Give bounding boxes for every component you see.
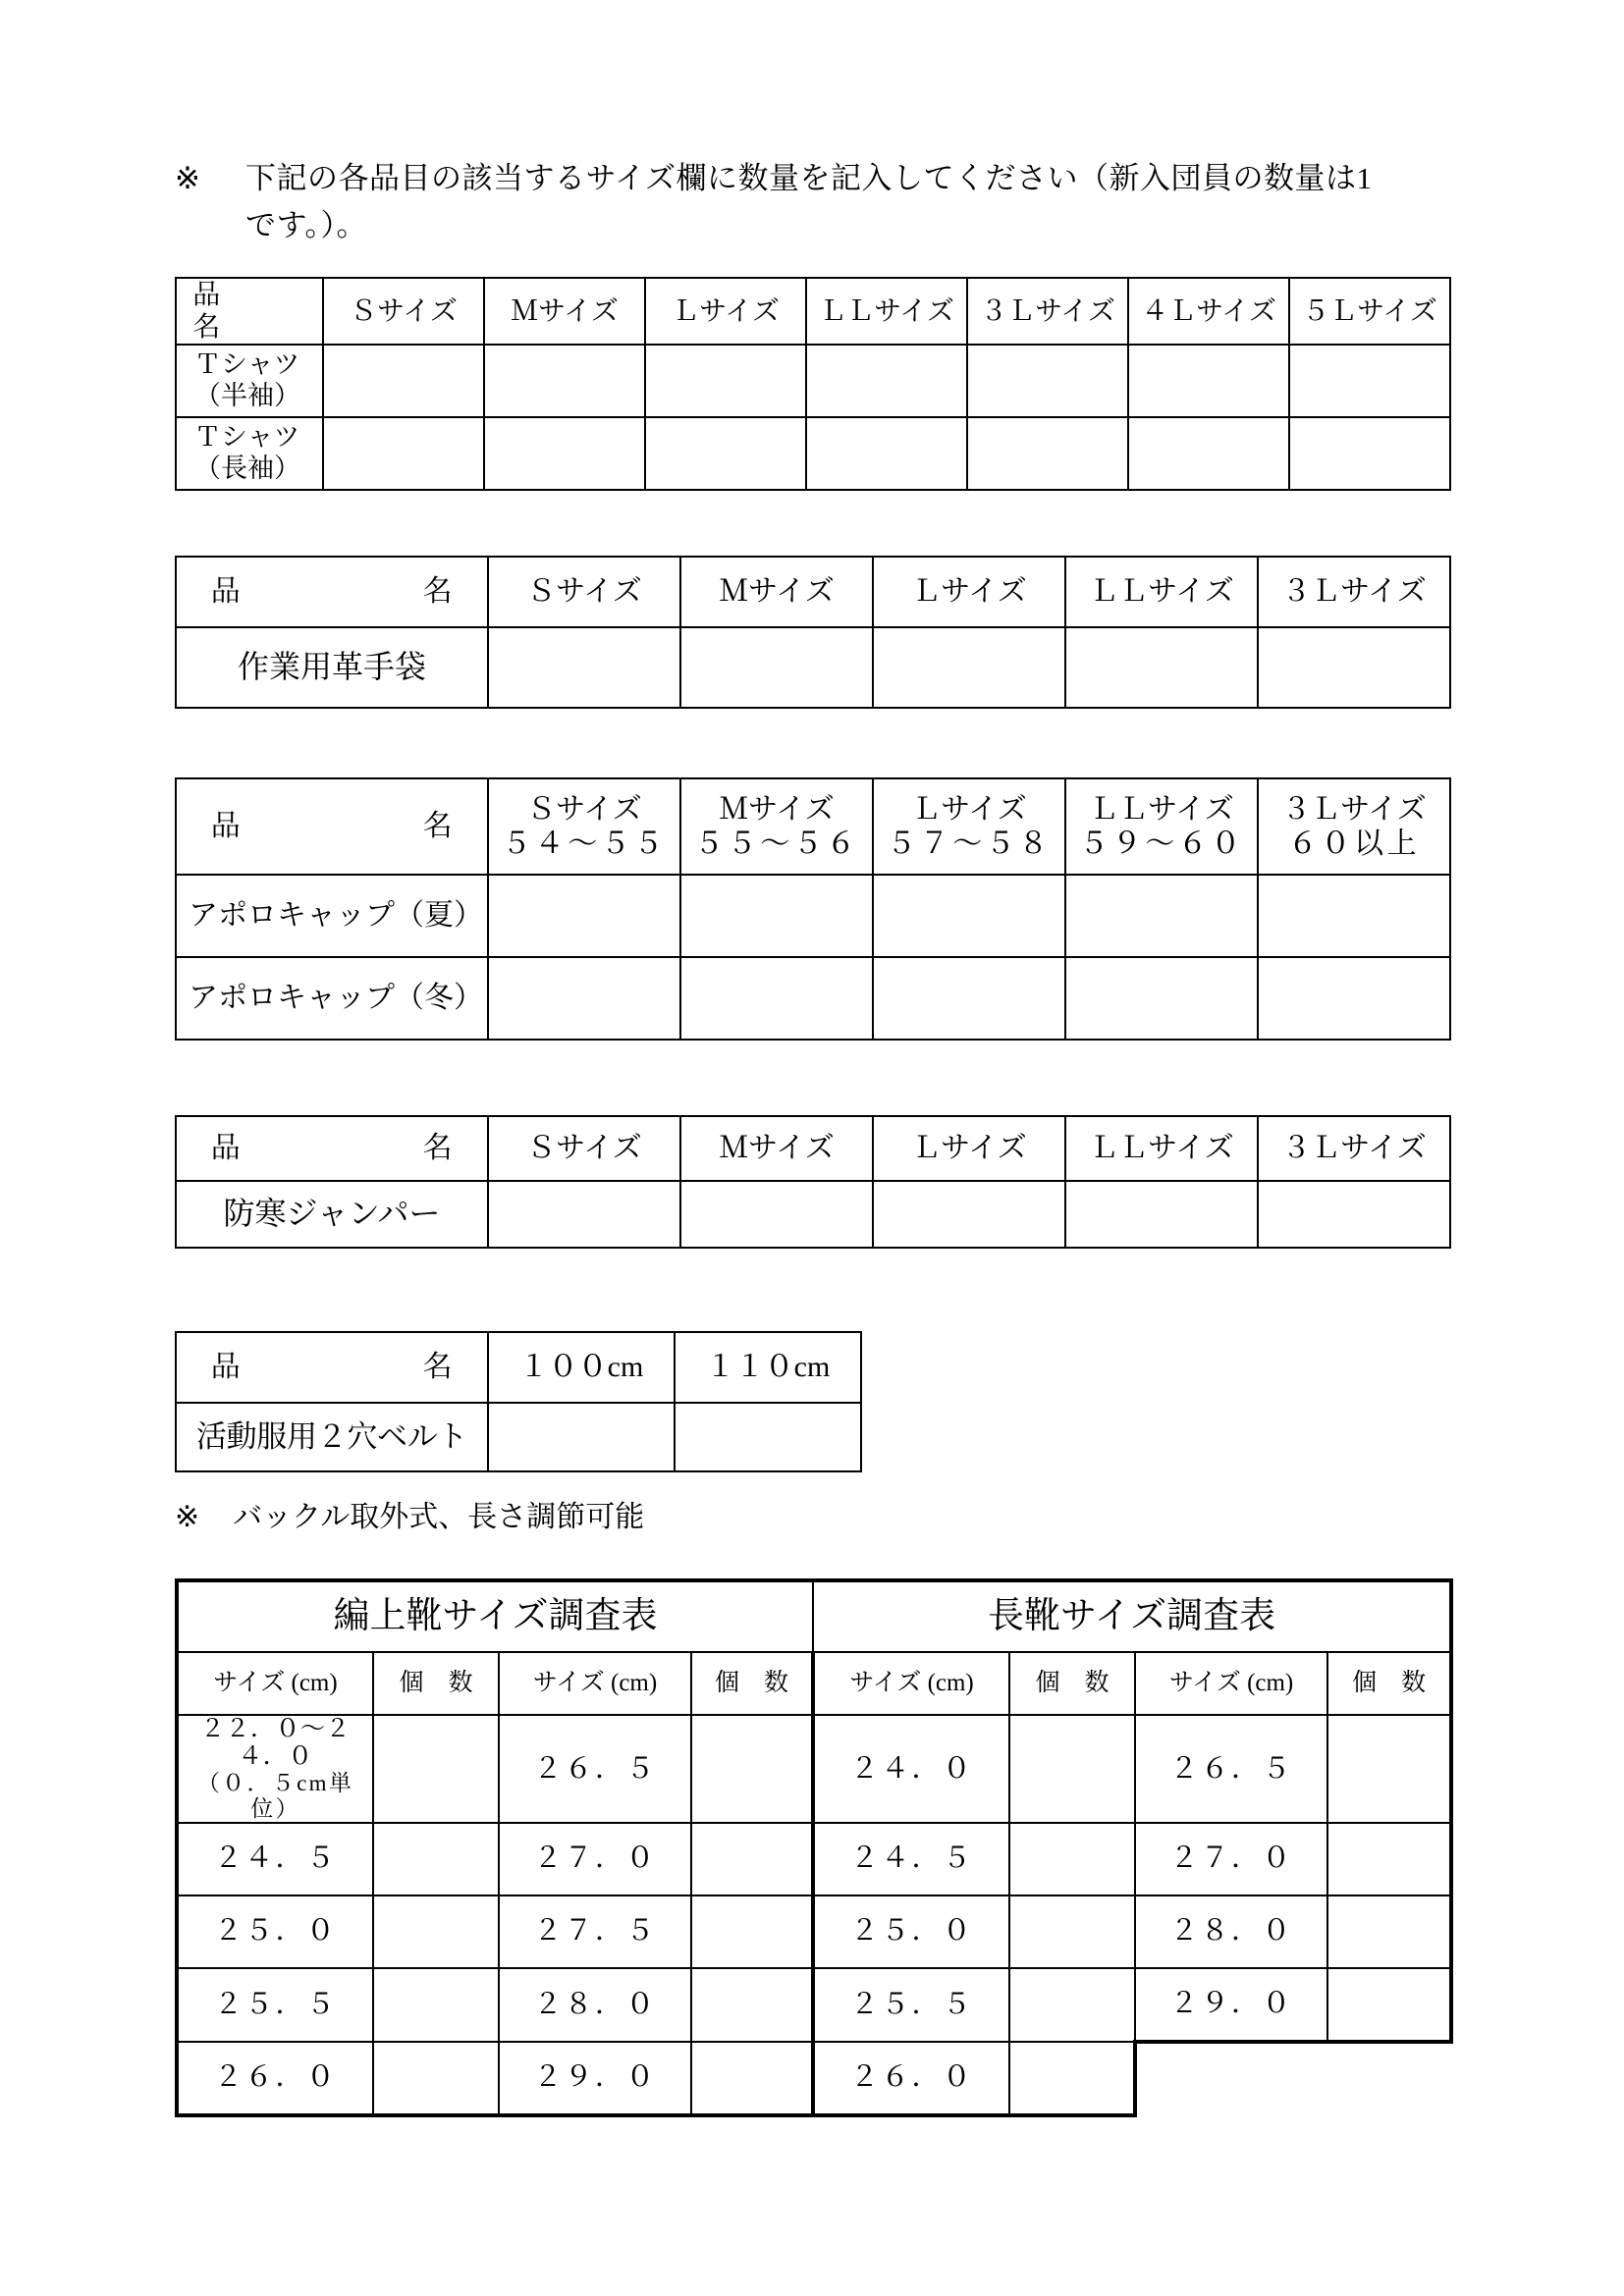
column-header-s: Ｓサイズ	[488, 557, 680, 627]
intro-note-line-2: です。）。	[245, 208, 368, 243]
qty-input-cell[interactable]	[1327, 1968, 1451, 2042]
column-header-3l	[1258, 778, 1450, 875]
table-header-row	[176, 557, 1450, 627]
table-row	[176, 345, 1450, 417]
column-header-3l-label: ３Ｌサイズ	[1281, 792, 1427, 826]
qty-input-cell[interactable]	[373, 1823, 499, 1896]
size-label-lace-a: ２４．５	[177, 1823, 373, 1896]
intro-note-line-1: 下記の各品目の該当するサイズ欄に数量を記入してください（新入団員の数量は1	[245, 161, 1373, 195]
row-label-tshirt-long: Ｔシャツ（長袖）	[176, 417, 323, 490]
qty-input-cell[interactable]	[373, 1715, 499, 1823]
qty-input-cell[interactable]	[373, 1968, 499, 2042]
size-label-boot-a: ２６．０	[813, 2042, 1009, 2115]
column-header-size-2: サイズ (cm)	[499, 1652, 691, 1715]
table-header-row	[176, 1116, 1450, 1181]
column-header-item-name: 品 名	[176, 557, 488, 627]
size-label-lace-b: ２７．０	[499, 1823, 691, 1896]
column-header-s	[488, 778, 680, 875]
qty-input-cell[interactable]	[1065, 875, 1258, 957]
column-header-3l: ３Ｌサイズ	[1258, 557, 1450, 627]
column-header-m-range: ５５〜５６	[694, 828, 859, 860]
column-header-m: Ｍサイズ	[680, 557, 873, 627]
kome-mark-icon: ※	[175, 1501, 200, 1533]
qty-input-cell[interactable]	[1289, 417, 1450, 490]
column-header-s-label: Ｓサイズ	[526, 792, 642, 826]
qty-input-cell[interactable]	[806, 417, 967, 490]
qty-input-cell[interactable]	[1065, 957, 1258, 1040]
qty-input-cell[interactable]	[1258, 875, 1450, 957]
size-label-boot-b: ２９．０	[1135, 1968, 1327, 2042]
column-header-3l: ３Ｌサイズ	[967, 278, 1128, 345]
size-label-boot-b: ２６．５	[1135, 1715, 1327, 1823]
qty-input-cell[interactable]	[675, 1403, 861, 1471]
column-header-l: Ｌサイズ	[873, 557, 1065, 627]
column-header-110cm: １１０cm	[675, 1332, 861, 1403]
table-row	[176, 627, 1450, 708]
column-header-s: Ｓサイズ	[323, 278, 484, 345]
size-label-lace-b: ２６．５	[499, 1715, 691, 1823]
qty-input-cell[interactable]	[680, 875, 873, 957]
empty-spacer-cell	[1135, 2042, 1327, 2115]
table-row	[177, 1896, 1451, 1968]
table-header-row	[176, 778, 1450, 875]
survey-title-row	[177, 1580, 1451, 1652]
column-header-100cm: １００cm	[488, 1332, 675, 1403]
column-header-qty-4: 個 数	[1327, 1652, 1451, 1715]
column-header-qty-1: 個 数	[373, 1652, 499, 1715]
qty-input-cell[interactable]	[691, 1896, 813, 1968]
qty-input-cell[interactable]	[488, 627, 680, 708]
table-row	[176, 957, 1450, 1040]
qty-input-cell[interactable]	[323, 417, 484, 490]
qty-input-cell[interactable]	[691, 1968, 813, 2042]
qty-input-cell[interactable]	[873, 875, 1065, 957]
size-label-boot-b: ２７．０	[1135, 1823, 1327, 1896]
column-header-ll: ＬＬサイズ	[1065, 557, 1258, 627]
qty-input-cell[interactable]	[691, 1823, 813, 1896]
qty-input-cell[interactable]	[488, 1403, 675, 1471]
table-row	[176, 417, 1450, 490]
column-header-5l: ５Ｌサイズ	[1289, 278, 1450, 345]
belt-note-text: バックル取外式、長さ調節可能	[233, 1501, 645, 1533]
qty-input-cell[interactable]	[645, 345, 806, 417]
qty-input-cell[interactable]	[680, 957, 873, 1040]
qty-input-cell[interactable]	[873, 1181, 1065, 1248]
qty-input-cell[interactable]	[967, 417, 1128, 490]
size-label-lace-a: ２５．０	[177, 1896, 373, 1968]
column-header-ll-range: ５９〜６０	[1079, 828, 1244, 860]
row-label-cap-summer: アポロキャップ（夏）	[176, 875, 488, 957]
column-header-4l: ４Ｌサイズ	[1128, 278, 1289, 345]
table-row	[177, 1823, 1451, 1896]
qty-input-cell[interactable]	[323, 345, 484, 417]
qty-input-cell[interactable]	[1289, 345, 1450, 417]
table-row	[176, 1403, 861, 1471]
qty-input-cell[interactable]	[1258, 957, 1450, 1040]
qty-input-cell[interactable]	[645, 417, 806, 490]
table-row	[176, 1181, 1450, 1248]
qty-input-cell[interactable]	[484, 417, 645, 490]
qty-input-cell[interactable]	[1009, 1896, 1135, 1968]
column-header-size-3: サイズ (cm)	[813, 1652, 1009, 1715]
row-label-cap-winter: アポロキャップ（冬）	[176, 957, 488, 1040]
qty-input-cell[interactable]	[488, 1181, 680, 1248]
column-header-s: Ｓサイズ	[488, 1116, 680, 1181]
column-header-m: Ｍサイズ	[680, 1116, 873, 1181]
size-label-boot-b: ２８．０	[1135, 1896, 1327, 1968]
empty-spacer-cell	[1327, 2042, 1451, 2115]
table-header-row	[177, 1652, 1451, 1715]
qty-input-cell[interactable]	[1258, 1181, 1450, 1248]
qty-input-cell[interactable]	[873, 627, 1065, 708]
qty-input-cell[interactable]	[373, 1896, 499, 1968]
column-header-ll: ＬＬサイズ	[806, 278, 967, 345]
qty-input-cell[interactable]	[691, 1715, 813, 1823]
size-label-lace-b: ２９．０	[499, 2042, 691, 2115]
column-header-l: Ｌサイズ	[645, 278, 806, 345]
column-header-m: Ｍサイズ	[484, 278, 645, 345]
column-header-ll-label: ＬＬサイズ	[1089, 792, 1234, 826]
title-rubber-boots: 長靴サイズ調査表	[813, 1580, 1451, 1652]
qty-input-cell[interactable]	[873, 957, 1065, 1040]
belt-note	[175, 1492, 644, 1535]
qty-input-cell[interactable]	[680, 1181, 873, 1248]
column-header-l	[873, 778, 1065, 875]
qty-input-cell[interactable]	[967, 345, 1128, 417]
column-header-size-1: サイズ (cm)	[177, 1652, 373, 1715]
qty-input-cell[interactable]	[488, 957, 680, 1040]
column-header-l-range: ５７〜５８	[887, 828, 1052, 860]
tshirt-size-table	[175, 277, 1451, 491]
table-row	[177, 2042, 1451, 2115]
size-label-lace-a: ２２．０〜２４．０ （０．５cm単位）	[177, 1715, 373, 1823]
qty-input-cell[interactable]	[691, 2042, 813, 2115]
column-header-ll: ＬＬサイズ	[1065, 1116, 1258, 1181]
column-header-qty-3: 個 数	[1009, 1652, 1135, 1715]
column-header-item-name: 品 名	[176, 778, 488, 875]
qty-input-cell[interactable]	[484, 345, 645, 417]
jumper-size-table	[175, 1115, 1451, 1249]
column-header-m-label: Ｍサイズ	[719, 792, 835, 826]
qty-input-cell[interactable]	[1009, 1823, 1135, 1896]
column-header-size-4: サイズ (cm)	[1135, 1652, 1327, 1715]
row-label-duty-belt: 活動服用２穴ベルト	[176, 1403, 488, 1471]
column-header-3l-range: ６０以上	[1287, 828, 1421, 860]
qty-input-cell[interactable]	[1327, 1896, 1451, 1968]
column-header-m	[680, 778, 873, 875]
size-label-boot-a: ２４．５	[813, 1823, 1009, 1896]
row-label-winter-jumper: 防寒ジャンパー	[176, 1181, 488, 1248]
table-header-row	[176, 1332, 861, 1403]
qty-input-cell[interactable]	[1327, 1823, 1451, 1896]
qty-input-cell[interactable]	[1128, 417, 1289, 490]
column-header-item-name: 品 名	[176, 1116, 488, 1181]
size-label-boot-a: ２４．０	[813, 1715, 1009, 1823]
column-header-3l: ３Ｌサイズ	[1258, 1116, 1450, 1181]
footwear-size-survey-table	[175, 1578, 1453, 2117]
qty-input-cell[interactable]	[1065, 627, 1258, 708]
size-label-lace-a: ２５．５	[177, 1968, 373, 2042]
column-header-ll	[1065, 778, 1258, 875]
column-header-item-name: 品 名	[176, 1332, 488, 1403]
row-label-tshirt-short: Ｔシャツ（半袖）	[176, 345, 323, 417]
size-label-boot-a: ２５．５	[813, 1968, 1009, 2042]
qty-input-cell[interactable]	[1009, 2042, 1135, 2115]
table-row	[177, 1968, 1451, 2042]
gloves-size-table	[175, 556, 1451, 709]
qty-input-cell[interactable]	[1327, 1715, 1451, 1823]
qty-input-cell[interactable]	[680, 627, 873, 708]
qty-input-cell[interactable]	[1258, 627, 1450, 708]
belt-size-table	[175, 1331, 862, 1472]
qty-input-cell[interactable]	[1128, 345, 1289, 417]
column-header-item-name: 品 名	[176, 278, 323, 345]
row-label-work-gloves: 作業用革手袋	[176, 627, 488, 708]
intro-note	[175, 155, 1451, 249]
qty-input-cell[interactable]	[1065, 1181, 1258, 1248]
table-row	[177, 1715, 1451, 1823]
qty-input-cell[interactable]	[488, 875, 680, 957]
column-header-l: Ｌサイズ	[873, 1116, 1065, 1181]
qty-input-cell[interactable]	[1009, 1715, 1135, 1823]
column-header-l-label: Ｌサイズ	[911, 792, 1027, 826]
size-label-lace-b: ２８．０	[499, 1968, 691, 2042]
kome-mark-icon: ※	[175, 161, 201, 195]
column-header-qty-2: 個 数	[691, 1652, 813, 1715]
qty-input-cell[interactable]	[373, 2042, 499, 2115]
size-label-lace-b: ２７．５	[499, 1896, 691, 1968]
cap-size-table	[175, 777, 1451, 1041]
title-lace-up-boots: 編上靴サイズ調査表	[177, 1580, 813, 1652]
column-header-s-range: ５４〜５５	[502, 828, 667, 860]
table-header-row	[176, 278, 1450, 345]
size-label-boot-a: ２５．０	[813, 1896, 1009, 1968]
qty-input-cell[interactable]	[806, 345, 967, 417]
size-label-lace-a: ２６．０	[177, 2042, 373, 2115]
table-row	[176, 875, 1450, 957]
qty-input-cell[interactable]	[1009, 1968, 1135, 2042]
